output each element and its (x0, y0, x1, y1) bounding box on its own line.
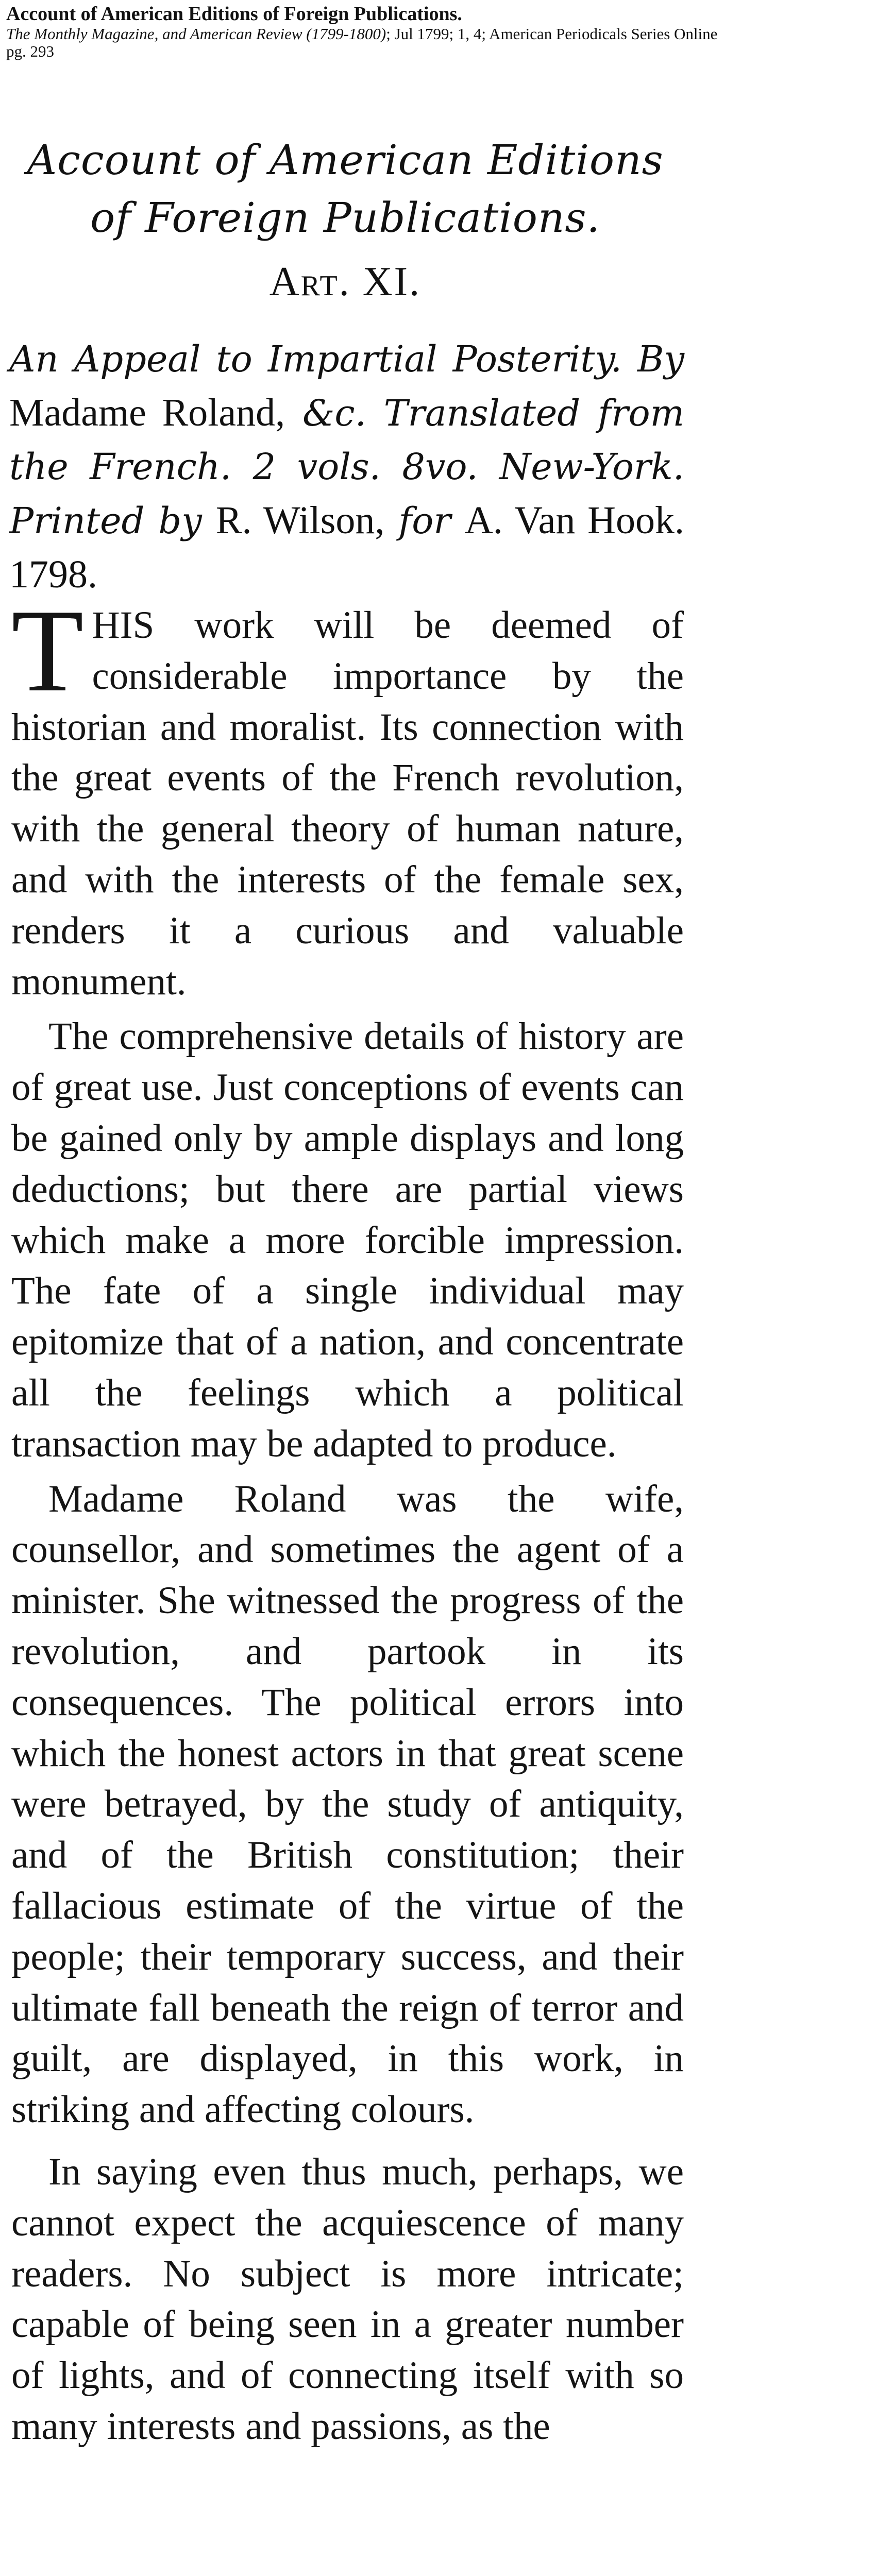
book-title-rest: &c. Translated from the French. 2 vols. 8vo. New-York. Printed by (9, 392, 684, 542)
header-issue-info: ; Jul 1799; 1, 4; American Periodicals Series Online (386, 24, 718, 43)
book-for-text: for (398, 500, 451, 542)
paragraph-1 (11, 585, 684, 1007)
book-title-italic: An Appeal to Impartial Posterity. By (9, 338, 684, 380)
paragraph-1-text: HIS work will be deemed of considerable importance by the historian and moralist. Its connection with the great events of the French revolution, with the general theory of human nature, and with the interests of the female sex, renders it a curious and valuable monument. (11, 604, 684, 1003)
header-publication: The Monthly Magazine, and American Review (1799-1800) (6, 24, 386, 43)
article-heading: Account of American Editions of Foreign Publications. (27, 136, 664, 242)
header-title: Account of American Editions of Foreign Publications. (6, 3, 462, 25)
drop-cap: T (11, 585, 84, 716)
paragraph-2: The comprehensive details of history are of great use. Just conceptions of events can be gained only by ample displays and long deductions; but there are partial views which make a more forcible impression. The fate of a single individual may epitomize that of a nation, and concentrate all the feelings which a political transaction may be adapted to produce. (11, 1015, 684, 1465)
book-printer: R. Wilson, (215, 499, 385, 542)
header-page: pg. 293 (6, 42, 54, 61)
book-title-block (9, 332, 684, 602)
paragraph-3: Madame Roland was the wife, counsellor, and sometimes the agent of a minister. She witnessed the progress of the revolution, and partook in its consequences. The political errors into which the honest actors in that great scene were betrayed, by the study of antiquity, and of the British constitution; their fallacious estimate of the virtue of the people; their temporary success, and their ultimate fall beneath the reign of terror and guilt, are displayed, in this work, in striking and affecting colours. (11, 1477, 684, 2131)
book-author: Madame Roland, (9, 391, 285, 434)
paragraph-4: In saying even thus much, perhaps, we cannot expect the acquiescence of many readers. No subject is more intricate; capable of being seen in a greater number of lights, and of connecting itself with so many interests and passions, as the (11, 2150, 684, 2448)
book-year: 1798. (9, 553, 97, 596)
article-number: Art. XI. (269, 259, 422, 304)
article-body (11, 585, 684, 2452)
book-seller: A. Van Hook. (464, 499, 684, 542)
